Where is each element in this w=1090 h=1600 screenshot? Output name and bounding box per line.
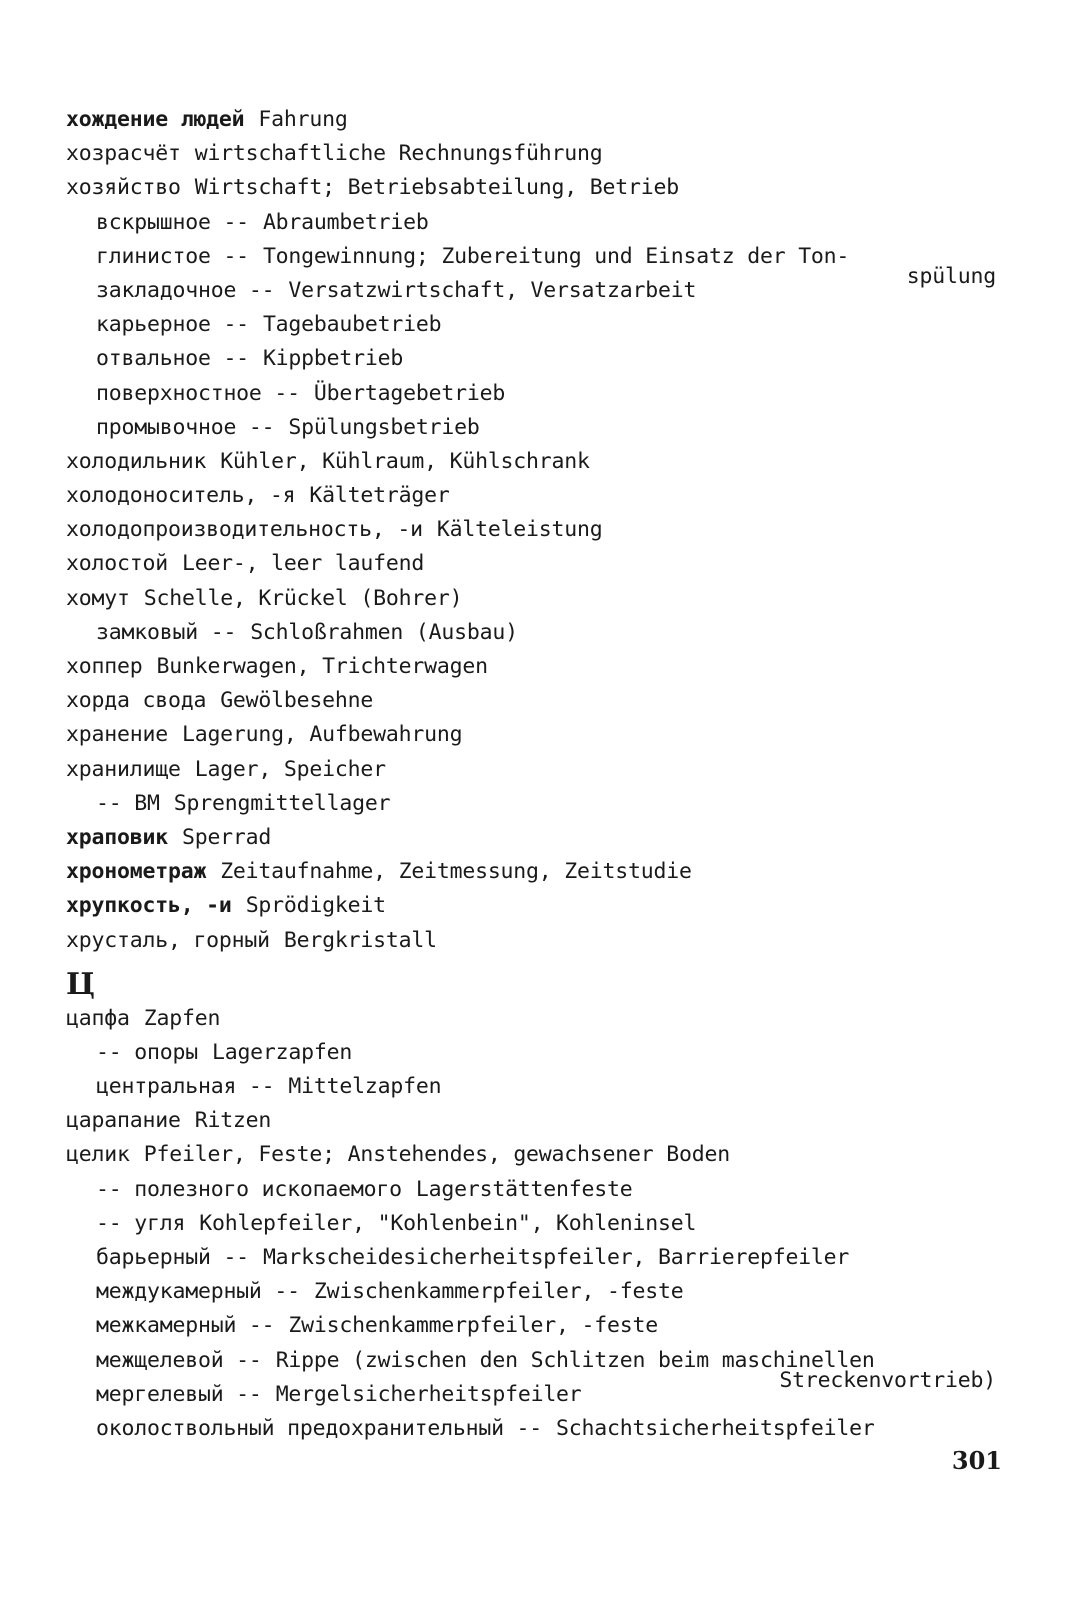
dictionary-entry <box>66 479 1026 513</box>
subentry <box>66 1207 1026 1241</box>
entry-definition: Tongewinnung; Zubereitung und Einsatz der Ton- <box>262 243 850 269</box>
entry-definition: Zwischenkammerpfeiler, -feste <box>288 1313 659 1339</box>
entry-definition: Abraumbetrieb <box>262 209 429 235</box>
entry-definition: Zapfen <box>143 1005 221 1031</box>
entry-term: глинистое -- <box>96 243 249 269</box>
dictionary-entry <box>66 445 1026 479</box>
entry-definition: Schachtsicherheitspfeiler <box>556 1415 875 1441</box>
dictionary-entry <box>66 650 1026 684</box>
entry-term: междукамерный -- <box>96 1279 300 1305</box>
entry-definition: Schloßrahmen (Ausbau) <box>250 619 518 645</box>
entry-term: барьерный -- <box>96 1245 249 1270</box>
entry-term: межкамерный -- <box>96 1313 275 1339</box>
entry-definition: Versatzwirtschaft, Versatzarbeit <box>288 277 697 303</box>
dictionary-entry <box>66 821 1026 855</box>
subentry <box>66 263 1026 308</box>
entry-term: хоппер <box>66 654 143 679</box>
subentry <box>66 1241 1026 1275</box>
entry-term: -- угля <box>96 1210 186 1236</box>
entry-term: отвальное -- <box>96 346 249 372</box>
dictionary-entry <box>66 924 1026 958</box>
entry-definition: Schelle, Krückel (Bohrer) <box>143 585 463 611</box>
entry-term: -- опоры <box>96 1039 198 1065</box>
entry-term: хорда свода <box>66 688 207 714</box>
dictionary-entry <box>66 171 1026 205</box>
entry-term: хранение <box>66 722 168 748</box>
entry-term: межщелевой -- <box>96 1347 262 1373</box>
definition-continuation: spülung <box>906 263 996 289</box>
entry-term: царапание <box>66 1108 181 1134</box>
entry-definition: Lager, Speicher <box>194 756 386 782</box>
entry-definition: Kohlepfeiler, "Kohlenbein", Kohleninsel <box>199 1210 697 1236</box>
entry-term: хрусталь, горный <box>66 927 270 953</box>
subentry <box>66 342 1026 376</box>
entry-definition: Markscheidesicherheitspfeiler, Barrierepfeiler <box>262 1245 850 1270</box>
entry-term: цапфа <box>66 1005 130 1031</box>
subentry <box>66 787 1026 821</box>
entry-definition: wirtschaftliche Rechnungsführung <box>194 141 603 167</box>
subentry <box>66 1412 1026 1446</box>
entry-definition: Tagebaubetrieb <box>262 312 442 338</box>
entry-definition: Spülungsbetrieb <box>288 414 480 440</box>
dictionary-entry <box>66 889 1026 923</box>
entry-definition: Zeitaufnahme, Zeitmessung, Zeitstudie <box>220 859 692 885</box>
entry-term: -- ВМ <box>96 790 160 816</box>
entry-definition: Lagerzapfen <box>211 1039 353 1065</box>
entry-definition: Pfeiler, Feste; Anstehendes, gewachsener Boden <box>143 1142 730 1168</box>
subentry <box>66 377 1026 411</box>
entry-term: мергелевый -- <box>96 1381 262 1407</box>
entry-term: околоствольный предохранительный -- <box>96 1415 543 1441</box>
subentry <box>66 411 1026 445</box>
subentry <box>66 616 1026 650</box>
dictionary-entry <box>66 855 1026 889</box>
entry-definition: Ritzen <box>194 1108 272 1134</box>
entry-definition: Mergelsicherheitspfeiler <box>275 1381 582 1407</box>
entry-term: холодоноситель, -я <box>66 483 296 509</box>
subentry <box>66 1309 1026 1343</box>
subentry <box>66 1036 1026 1070</box>
subentry <box>66 1367 1026 1412</box>
dictionary-entry <box>66 1104 1026 1138</box>
entry-definition: Rippe (zwischen den Schlitzen beim maschinellen <box>275 1347 875 1373</box>
subentry <box>66 206 1026 240</box>
entry-term: целик <box>66 1142 130 1168</box>
entry-definition: Sprengmittellager <box>173 790 391 816</box>
entry-definition: Kippbetrieb <box>262 346 404 372</box>
entry-definition: Bunkerwagen, Trichterwagen <box>156 654 488 679</box>
entry-definition: Sprödigkeit <box>245 893 386 919</box>
entry-definition: Kühler, Kühlraum, Kühlschrank <box>220 448 590 474</box>
entry-definition: Kälteleistung <box>436 517 603 543</box>
entry-definition: Kälteträger <box>309 483 450 509</box>
entry-term: хранилище <box>66 756 181 782</box>
entry-definition: Leer-, leer laufend <box>181 551 425 577</box>
dictionary-entry <box>66 582 1026 616</box>
dictionary-entry <box>66 547 1026 581</box>
dictionary-entry <box>66 1138 1026 1172</box>
entry-term: хрупкость, -и <box>66 893 232 919</box>
dictionary-entry <box>66 753 1026 787</box>
entry-definition: Sperrad <box>181 824 272 850</box>
entry-term: холостой <box>66 551 168 577</box>
entry-term: холодильник <box>66 448 207 474</box>
entry-definition: Fahrung <box>258 107 348 132</box>
entry-definition: Mittelzapfen <box>288 1074 442 1100</box>
entry-term: вскрышное -- <box>96 209 249 235</box>
entry-term: хождение людей <box>66 107 245 132</box>
section-letter-heading: Ц <box>66 966 95 1002</box>
entry-term: закладочное -- <box>96 277 275 303</box>
entry-term: поверхностное -- <box>96 380 300 406</box>
entry-definition: Lagerung, Aufbewahrung <box>181 722 463 748</box>
entry-definition: Gewölbesehne <box>220 688 374 714</box>
entry-term: хронометраж <box>66 859 207 885</box>
entry-term: храповик <box>66 824 168 850</box>
entry-definition: Lagerstättenfeste <box>415 1176 633 1202</box>
dictionary-entry <box>66 684 1026 718</box>
subentry <box>66 1275 1026 1309</box>
entry-term: карьерное -- <box>96 312 249 338</box>
dictionary-entry <box>66 1002 1026 1036</box>
dictionary-entry <box>66 103 1026 137</box>
dictionary-entry <box>66 513 1026 547</box>
entry-list <box>66 103 1026 1446</box>
entry-definition: Zwischenkammerpfeiler, -feste <box>313 1279 684 1305</box>
definition-continuation: Streckenvortrieb) <box>779 1367 996 1393</box>
page-number: 301 <box>951 1446 1002 1475</box>
subentry <box>66 240 1026 274</box>
entry-term: хомут <box>66 585 130 611</box>
entry-term: замковый -- <box>96 619 237 645</box>
entry-definition: Bergkristall <box>283 927 437 953</box>
entry-term: промывочное -- <box>96 414 275 440</box>
entry-definition: Übertagebetrieb <box>313 380 506 406</box>
entry-term: холодопроизводительность, -и <box>66 517 423 543</box>
subentry <box>66 308 1026 342</box>
dictionary-entry <box>66 718 1026 752</box>
subentry <box>66 1173 1026 1207</box>
entry-term: центральная -- <box>96 1074 275 1100</box>
entry-term: -- полезного ископаемого <box>96 1176 402 1202</box>
subentry <box>66 1070 1026 1104</box>
entry-term: хозяйство <box>66 175 181 201</box>
dictionary-entry <box>66 137 1026 171</box>
entry-definition: Wirtschaft; Betriebsabteilung, Betrieb <box>194 175 679 201</box>
entry-term: хозрасчёт <box>66 141 181 167</box>
